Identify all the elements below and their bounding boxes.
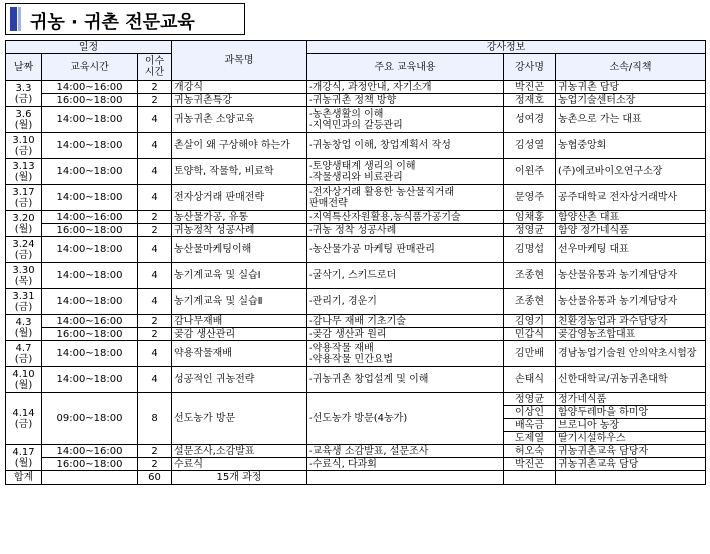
course-cell: 농산물마케팅이해 <box>172 237 307 263</box>
day-text: (월) <box>14 171 33 183</box>
date-text: 3.3 <box>15 82 32 94</box>
date-text: 3.30 <box>12 264 35 276</box>
content-cell <box>307 237 504 263</box>
instructor-name: 도제열 <box>504 432 556 445</box>
schedule-table <box>5 40 706 485</box>
time-cell: 14:00~16:00 <box>42 81 138 94</box>
content-line: -농산물가공 마케팅 판매관리 <box>309 244 435 255</box>
day-text: (월) <box>14 119 33 131</box>
table-row <box>6 211 706 224</box>
time-cell: 14:00~18:00 <box>42 367 138 393</box>
content-cell <box>307 328 504 341</box>
time-cell: 16:00~18:00 <box>42 224 138 237</box>
time-cell: 14:00~18:00 <box>42 289 138 315</box>
instructor-name: 임채홍 <box>504 211 556 224</box>
content-line: -농촌생활의 이해 <box>309 108 384 120</box>
hours-cell: 4 <box>138 185 172 211</box>
date-cell <box>6 237 42 263</box>
date-text: 3.31 <box>12 290 35 302</box>
day-text: (월) <box>14 457 33 469</box>
instructor-name: 손태식 <box>504 367 556 393</box>
total-hours: 60 <box>138 471 172 485</box>
time-cell: 14:00~18:00 <box>42 237 138 263</box>
date-text: 4.10 <box>12 368 35 380</box>
title-box <box>5 3 245 35</box>
hours-cell: 4 <box>138 159 172 185</box>
date-text: 3.20 <box>12 212 35 224</box>
time-cell: 14:00~18:00 <box>42 107 138 133</box>
hours-cell: 2 <box>138 328 172 341</box>
schedule-body <box>6 81 706 471</box>
instructor-name: 민갑식 <box>504 328 556 341</box>
table-row <box>6 94 706 107</box>
instructor-affiliation: 농협중앙회 <box>556 133 706 159</box>
date-text: 3.6 <box>15 108 32 120</box>
content-line: -개강식, 과정안내, 자기소개 <box>309 81 432 93</box>
time-cell: 14:00~18:00 <box>42 159 138 185</box>
time-cell: 16:00~18:00 <box>42 458 138 471</box>
instructor-name: 김만배 <box>504 341 556 367</box>
hours-cell: 4 <box>138 133 172 159</box>
date-text: 4.17 <box>12 446 35 458</box>
content-line: -작물생리와 비료관리 <box>309 171 403 183</box>
hours-cell: 4 <box>138 367 172 393</box>
content-line: -전자상거래 활용한 농산물직거래 <box>309 186 455 198</box>
date-cell <box>6 211 42 237</box>
header-hours: 이수 시간 <box>138 54 172 81</box>
date-cell <box>6 133 42 159</box>
content-line: -토양생태계 생리의 이해 <box>309 160 416 172</box>
course-cell: 농기계교육 및 실습Ⅱ <box>172 289 307 315</box>
date-text: 4.7 <box>15 342 32 354</box>
content-cell <box>307 445 504 458</box>
content-line: -곶감 생산과 원리 <box>309 328 387 340</box>
content-cell <box>307 107 504 133</box>
course-cell: 곶감 생산관리 <box>172 328 307 341</box>
content-cell <box>307 224 504 237</box>
instructor-affiliation: 선우마케팅 대표 <box>556 237 706 263</box>
instructor-affiliation: 딸기시설하우스 <box>556 432 706 445</box>
date-cell <box>6 341 42 367</box>
instructor-affiliation: 함양두레마을 하미앙 <box>556 406 706 419</box>
instructor-name: 정재호 <box>504 94 556 107</box>
total-blank-name <box>504 471 556 485</box>
course-cell: 성공적인 귀농전략 <box>172 367 307 393</box>
hours-cell: 2 <box>138 94 172 107</box>
time-cell: 16:00~18:00 <box>42 328 138 341</box>
date-cell <box>6 445 42 471</box>
content-cell <box>307 159 504 185</box>
hours-cell: 4 <box>138 289 172 315</box>
course-cell: 토양학, 작물학, 비료학 <box>172 159 307 185</box>
instructor-name: 이윈주 <box>504 159 556 185</box>
instructor-affiliation: 농촌으로 가는 대표 <box>556 107 706 133</box>
content-line: -귀농 정착 성공사례 <box>309 224 397 236</box>
date-cell <box>6 367 42 393</box>
date-text: 3.13 <box>12 160 35 172</box>
header-course: 과목명 <box>172 41 307 81</box>
hours-cell: 2 <box>138 224 172 237</box>
instructor-affiliation: 브로니아 농장 <box>556 419 706 432</box>
day-text: (금) <box>14 93 33 105</box>
content-cell <box>307 341 504 367</box>
day-text: (월) <box>14 223 33 235</box>
table-row <box>6 393 706 406</box>
instructor-name: 박진곤 <box>504 458 556 471</box>
content-line: -선도농가 방문(4농가) <box>309 413 408 424</box>
table-row <box>6 237 706 263</box>
time-cell: 14:00~18:00 <box>42 133 138 159</box>
instructor-name: 정영균 <box>504 224 556 237</box>
time-cell: 14:00~18:00 <box>42 185 138 211</box>
date-cell <box>6 159 42 185</box>
total-blank-content <box>307 471 504 485</box>
date-cell <box>6 315 42 341</box>
hours-cell: 4 <box>138 263 172 289</box>
instructor-name: 조종현 <box>504 289 556 315</box>
time-cell: 14:00~16:00 <box>42 315 138 328</box>
hours-cell: 2 <box>138 315 172 328</box>
date-text: 3.17 <box>12 186 35 198</box>
instructor-affiliation: 곶감영농조합대표 <box>556 328 706 341</box>
content-line: 판매전략 <box>309 197 348 209</box>
total-courses: 15개 과정 <box>172 471 307 485</box>
instructor-name: 문영주 <box>504 185 556 211</box>
content-line: -지역민과의 갈등관리 <box>309 119 403 131</box>
hours-cell: 4 <box>138 107 172 133</box>
header-schedule: 일정 <box>6 41 172 54</box>
table-row <box>6 159 706 185</box>
table-row <box>6 289 706 315</box>
course-cell: 선도농가 방문 <box>172 393 307 445</box>
date-text: 4.3 <box>15 316 32 328</box>
content-line: -귀농창업 이해, 창업계획서 작성 <box>309 140 451 151</box>
day-text: (금) <box>14 197 33 209</box>
instructor-affiliation: 신한대학교/귀농귀촌대학 <box>556 367 706 393</box>
content-line: -감나무 재배 기초기술 <box>309 315 406 327</box>
instructor-name: 조종현 <box>504 263 556 289</box>
day-text: (금) <box>14 418 33 430</box>
instructor-affiliation: 함양 정가네식품 <box>556 224 706 237</box>
course-cell: 약용작물재배 <box>172 341 307 367</box>
hours-cell: 4 <box>138 237 172 263</box>
instructor-affiliation: 귀농귀촌교육 담당자 <box>556 445 706 458</box>
content-cell <box>307 185 504 211</box>
date-cell <box>6 289 42 315</box>
table-row <box>6 263 706 289</box>
header-time: 교육시간 <box>42 54 138 81</box>
course-cell: 귀농귀촌특강 <box>172 94 307 107</box>
instructor-name: 박진곤 <box>504 81 556 94</box>
content-cell <box>307 393 504 445</box>
day-text: (금) <box>14 353 33 365</box>
header-name: 강사명 <box>504 54 556 81</box>
date-text: 3.24 <box>12 238 35 250</box>
day-text: (목) <box>14 275 33 287</box>
total-blank <box>42 471 138 485</box>
content-cell <box>307 211 504 224</box>
table-row <box>6 224 706 237</box>
hours-cell: 2 <box>138 81 172 94</box>
instructor-name: 성여경 <box>504 107 556 133</box>
table-row <box>6 81 706 94</box>
course-cell: 설문조사,소감발표 <box>172 445 307 458</box>
day-text: (월) <box>14 327 33 339</box>
content-line: -약용작물 민간요법 <box>309 353 394 365</box>
header-instructor-info: 강사정보 <box>307 41 706 54</box>
table-row <box>6 341 706 367</box>
content-line: -지역특산자원활용,농식품가공기술 <box>309 211 461 223</box>
instructor-name: 정영균 <box>504 393 556 406</box>
content-cell <box>307 263 504 289</box>
course-cell: 촌살이 왜 구상해야 하는가 <box>172 133 307 159</box>
table-row <box>6 445 706 458</box>
instructor-affiliation: 농업기술센터소장 <box>556 94 706 107</box>
instructor-name: 김성열 <box>504 133 556 159</box>
instructor-affiliation: 경남농업기술원 안의약초시험장 <box>556 341 706 367</box>
content-line: -귀농귀촌 정책 방향 <box>309 94 397 106</box>
content-line: -교육생 소감발표, 설문조사 <box>309 445 429 457</box>
hours-cell: 2 <box>138 211 172 224</box>
content-line: -귀농귀촌 창업설계 및 이해 <box>309 374 429 385</box>
instructor-affiliation: 정가네식품 <box>556 393 706 406</box>
hours-cell: 2 <box>138 445 172 458</box>
time-cell: 14:00~16:00 <box>42 445 138 458</box>
instructor-name: 이상인 <box>504 406 556 419</box>
day-text: (금) <box>14 249 33 261</box>
date-text: 3.10 <box>12 134 35 146</box>
table-row <box>6 133 706 159</box>
instructor-name: 김영기 <box>504 315 556 328</box>
instructor-affiliation: 공주대학교 전자상거래박사 <box>556 185 706 211</box>
content-line: -굴삭기, 스키드로더 <box>309 270 397 281</box>
content-cell <box>307 367 504 393</box>
hours-cell: 4 <box>138 341 172 367</box>
instructor-name: 김명섭 <box>504 237 556 263</box>
page-title: 귀농 · 귀촌 전문교육 <box>30 12 195 33</box>
instructor-name: 허오숙 <box>504 445 556 458</box>
total-label: 합계 <box>6 471 42 485</box>
hours-cell: 2 <box>138 458 172 471</box>
table-row <box>6 107 706 133</box>
title-accent-bar-light <box>18 7 21 31</box>
content-cell <box>307 133 504 159</box>
course-cell: 개강식 <box>172 81 307 94</box>
day-text: (금) <box>14 145 33 157</box>
course-cell: 귀농정착 성공사례 <box>172 224 307 237</box>
content-line: -약용작물 재배 <box>309 342 374 354</box>
table-row <box>6 458 706 471</box>
time-cell: 14:00~18:00 <box>42 341 138 367</box>
time-cell: 14:00~18:00 <box>42 263 138 289</box>
table-row <box>6 367 706 393</box>
date-cell <box>6 185 42 211</box>
date-cell <box>6 107 42 133</box>
total-blank-aff <box>556 471 706 485</box>
table-row <box>6 185 706 211</box>
day-text: (월) <box>14 379 33 391</box>
course-cell: 감나무재배 <box>172 315 307 328</box>
content-cell <box>307 289 504 315</box>
instructor-affiliation: 농산물유통과 농기계담당자 <box>556 263 706 289</box>
time-cell: 09:00~18:00 <box>42 393 138 445</box>
day-text: (금) <box>14 301 33 313</box>
content-cell <box>307 94 504 107</box>
header-affiliation: 소속/직책 <box>556 54 706 81</box>
instructor-affiliation: 친환경농업과 과수담당자 <box>556 315 706 328</box>
header-content: 주요 교육내용 <box>307 54 504 81</box>
date-cell <box>6 81 42 107</box>
content-cell <box>307 81 504 94</box>
date-cell <box>6 263 42 289</box>
date-cell <box>6 393 42 445</box>
instructor-affiliation: 귀농귀촌교육 담당 <box>556 458 706 471</box>
instructor-affiliation: 귀농귀촌 담당 <box>556 81 706 94</box>
instructor-affiliation: 함양산촌 대표 <box>556 211 706 224</box>
course-cell: 귀농귀촌 소양교육 <box>172 107 307 133</box>
content-line: -관리기, 경운기 <box>309 296 377 307</box>
course-cell: 농기계교육 및 실습Ⅰ <box>172 263 307 289</box>
date-text: 4.14 <box>12 407 35 419</box>
instructor-name: 배옥금 <box>504 419 556 432</box>
instructor-affiliation: (주)에코바이오연구소장 <box>556 159 706 185</box>
header-date: 날짜 <box>6 54 42 81</box>
title-accent-bar <box>10 7 17 31</box>
content-cell <box>307 458 504 471</box>
content-cell <box>307 315 504 328</box>
course-cell: 전자상거래 판매전략 <box>172 185 307 211</box>
time-cell: 16:00~18:00 <box>42 94 138 107</box>
time-cell: 14:00~16:00 <box>42 211 138 224</box>
hours-cell: 8 <box>138 393 172 445</box>
instructor-affiliation: 농산물유통과 농기계담당자 <box>556 289 706 315</box>
course-cell: 수료식 <box>172 458 307 471</box>
table-row <box>6 328 706 341</box>
content-line: -수료식, 다과회 <box>309 458 377 470</box>
table-row <box>6 315 706 328</box>
course-cell: 농산물가공, 유통 <box>172 211 307 224</box>
